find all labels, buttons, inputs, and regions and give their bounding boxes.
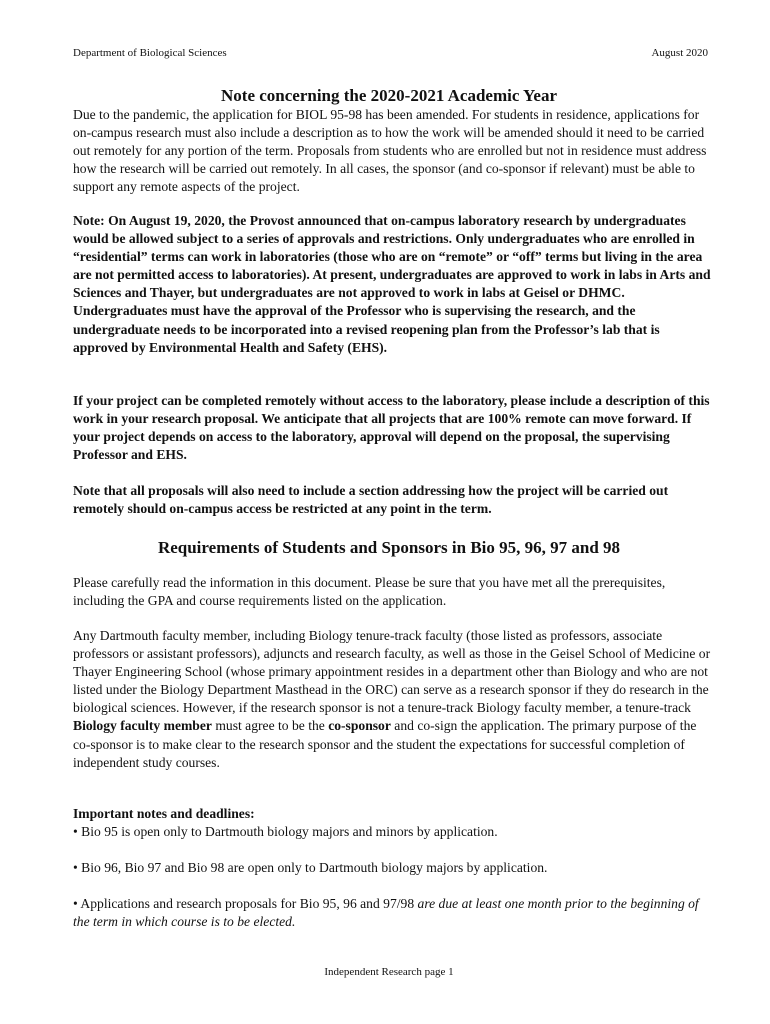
paragraph-provost-note: Note: On August 19, 2020, the Provost announced that on-campus laboratory research by undergraduates would be allowed subject to a series of approvals and restrictions. Only undergraduates who are enrolled in “residential” terms can work in laboratories (those who are on “remote” or “off” terms but living in the area are not permitted access to laboratories). At present, undergraduates are approved to work in labs in Arts and Sciences and Thayer, but undergraduates are not approved to work in labs at Geisel or DHMC. Undergraduates must have the approval of the Professor who is supervising the research, and the undergraduate needs to be incorporated into a revised reopening plan from the Professor’s lab that is approved by Environmental Health and Safety (EHS). [73, 213, 711, 355]
paragraph-remote-project: If your project can be completed remotely without access to the laboratory, please include a description of this work in your research proposal. We anticipate that all projects that are 100% remote can move forward. If your project depends on access to the laboratory, approval will depend on the proposal, the supervising Professor and EHS. [73, 393, 710, 463]
sponsor-text-3: and co-sign the application. The primary purpose of the co-sponsor is to make clear to the research sponsor and the student the expectations for successful completion of independent study courses. [73, 718, 697, 770]
header-department: Department of Biological Sciences [73, 47, 227, 59]
sponsor-text-bold-cosponsor: co-sponsor [328, 718, 391, 734]
note-deadlines-text: • Applications and research proposals for Bio 95, 96 and 97/98 [73, 896, 418, 911]
paragraph-faculty-sponsor [73, 627, 713, 772]
paragraph-read-carefully: Please carefully read the information in this document. Please be sure that you have met all the prerequisites, including the GPA and course requirements listed on the application. [73, 575, 666, 609]
page-footer: Independent Research page 1 [324, 966, 454, 978]
section-title-academic-year: Note concerning the 2020-2021 Academic Year [221, 86, 557, 105]
note-bio96-98: • Bio 96, Bio 97 and Bio 98 are open only to Dartmouth biology majors by application. [73, 860, 548, 875]
section-title-requirements: Requirements of Students and Sponsors in Bio 95, 96, 97 and 98 [157, 538, 621, 557]
paragraph-remote-section: Note that all proposals will also need to include a section addressing how the project will be carried out remotely should on-campus access be restricted at any point in the term. [73, 483, 669, 517]
sponsor-text-1: Any Dartmouth faculty member, including Biology tenure-track faculty (those listed as professors, associate professors or assistant professors), adjuncts and research faculty, as well as those in the Geisel School of Medicine or Thayer Engineering School (whose primary appointment resides in a department other than Biology and who are not listed under the Biology Department Masthead in the ORC) can serve as a research sponsor if they do research in the biological sciences. However, if the research sponsor is not a tenure-track Biology faculty member, a tenure-track [73, 628, 711, 716]
header-date: August 2020 [651, 47, 708, 59]
sponsor-text-2: must agree to be the [211, 718, 329, 734]
note-deadlines-italic: are due at least one month prior to the beginning of the term in which course is to be elected. [73, 896, 699, 930]
note-deadlines [73, 895, 713, 931]
note-bio95: • Bio 95 is open only to Dartmouth biology majors and minors by application. [73, 824, 498, 839]
sponsor-text-bold-faculty: Biology faculty member [73, 718, 212, 734]
paragraph-pandemic: Due to the pandemic, the application for BIOL 95-98 has been amended. For students in residence, applications for on-campus research must also include a description as to how the work will be amended should it need to be carried out remotely for any portion of the term. Proposals from students who are enrolled but not in residence must address how the research will be carried out remotely. In all cases, the sponsor (and co-sponsor if relevant) must be able to support any remote aspects of the project. [73, 107, 707, 195]
notes-heading: Important notes and deadlines: [73, 806, 255, 821]
